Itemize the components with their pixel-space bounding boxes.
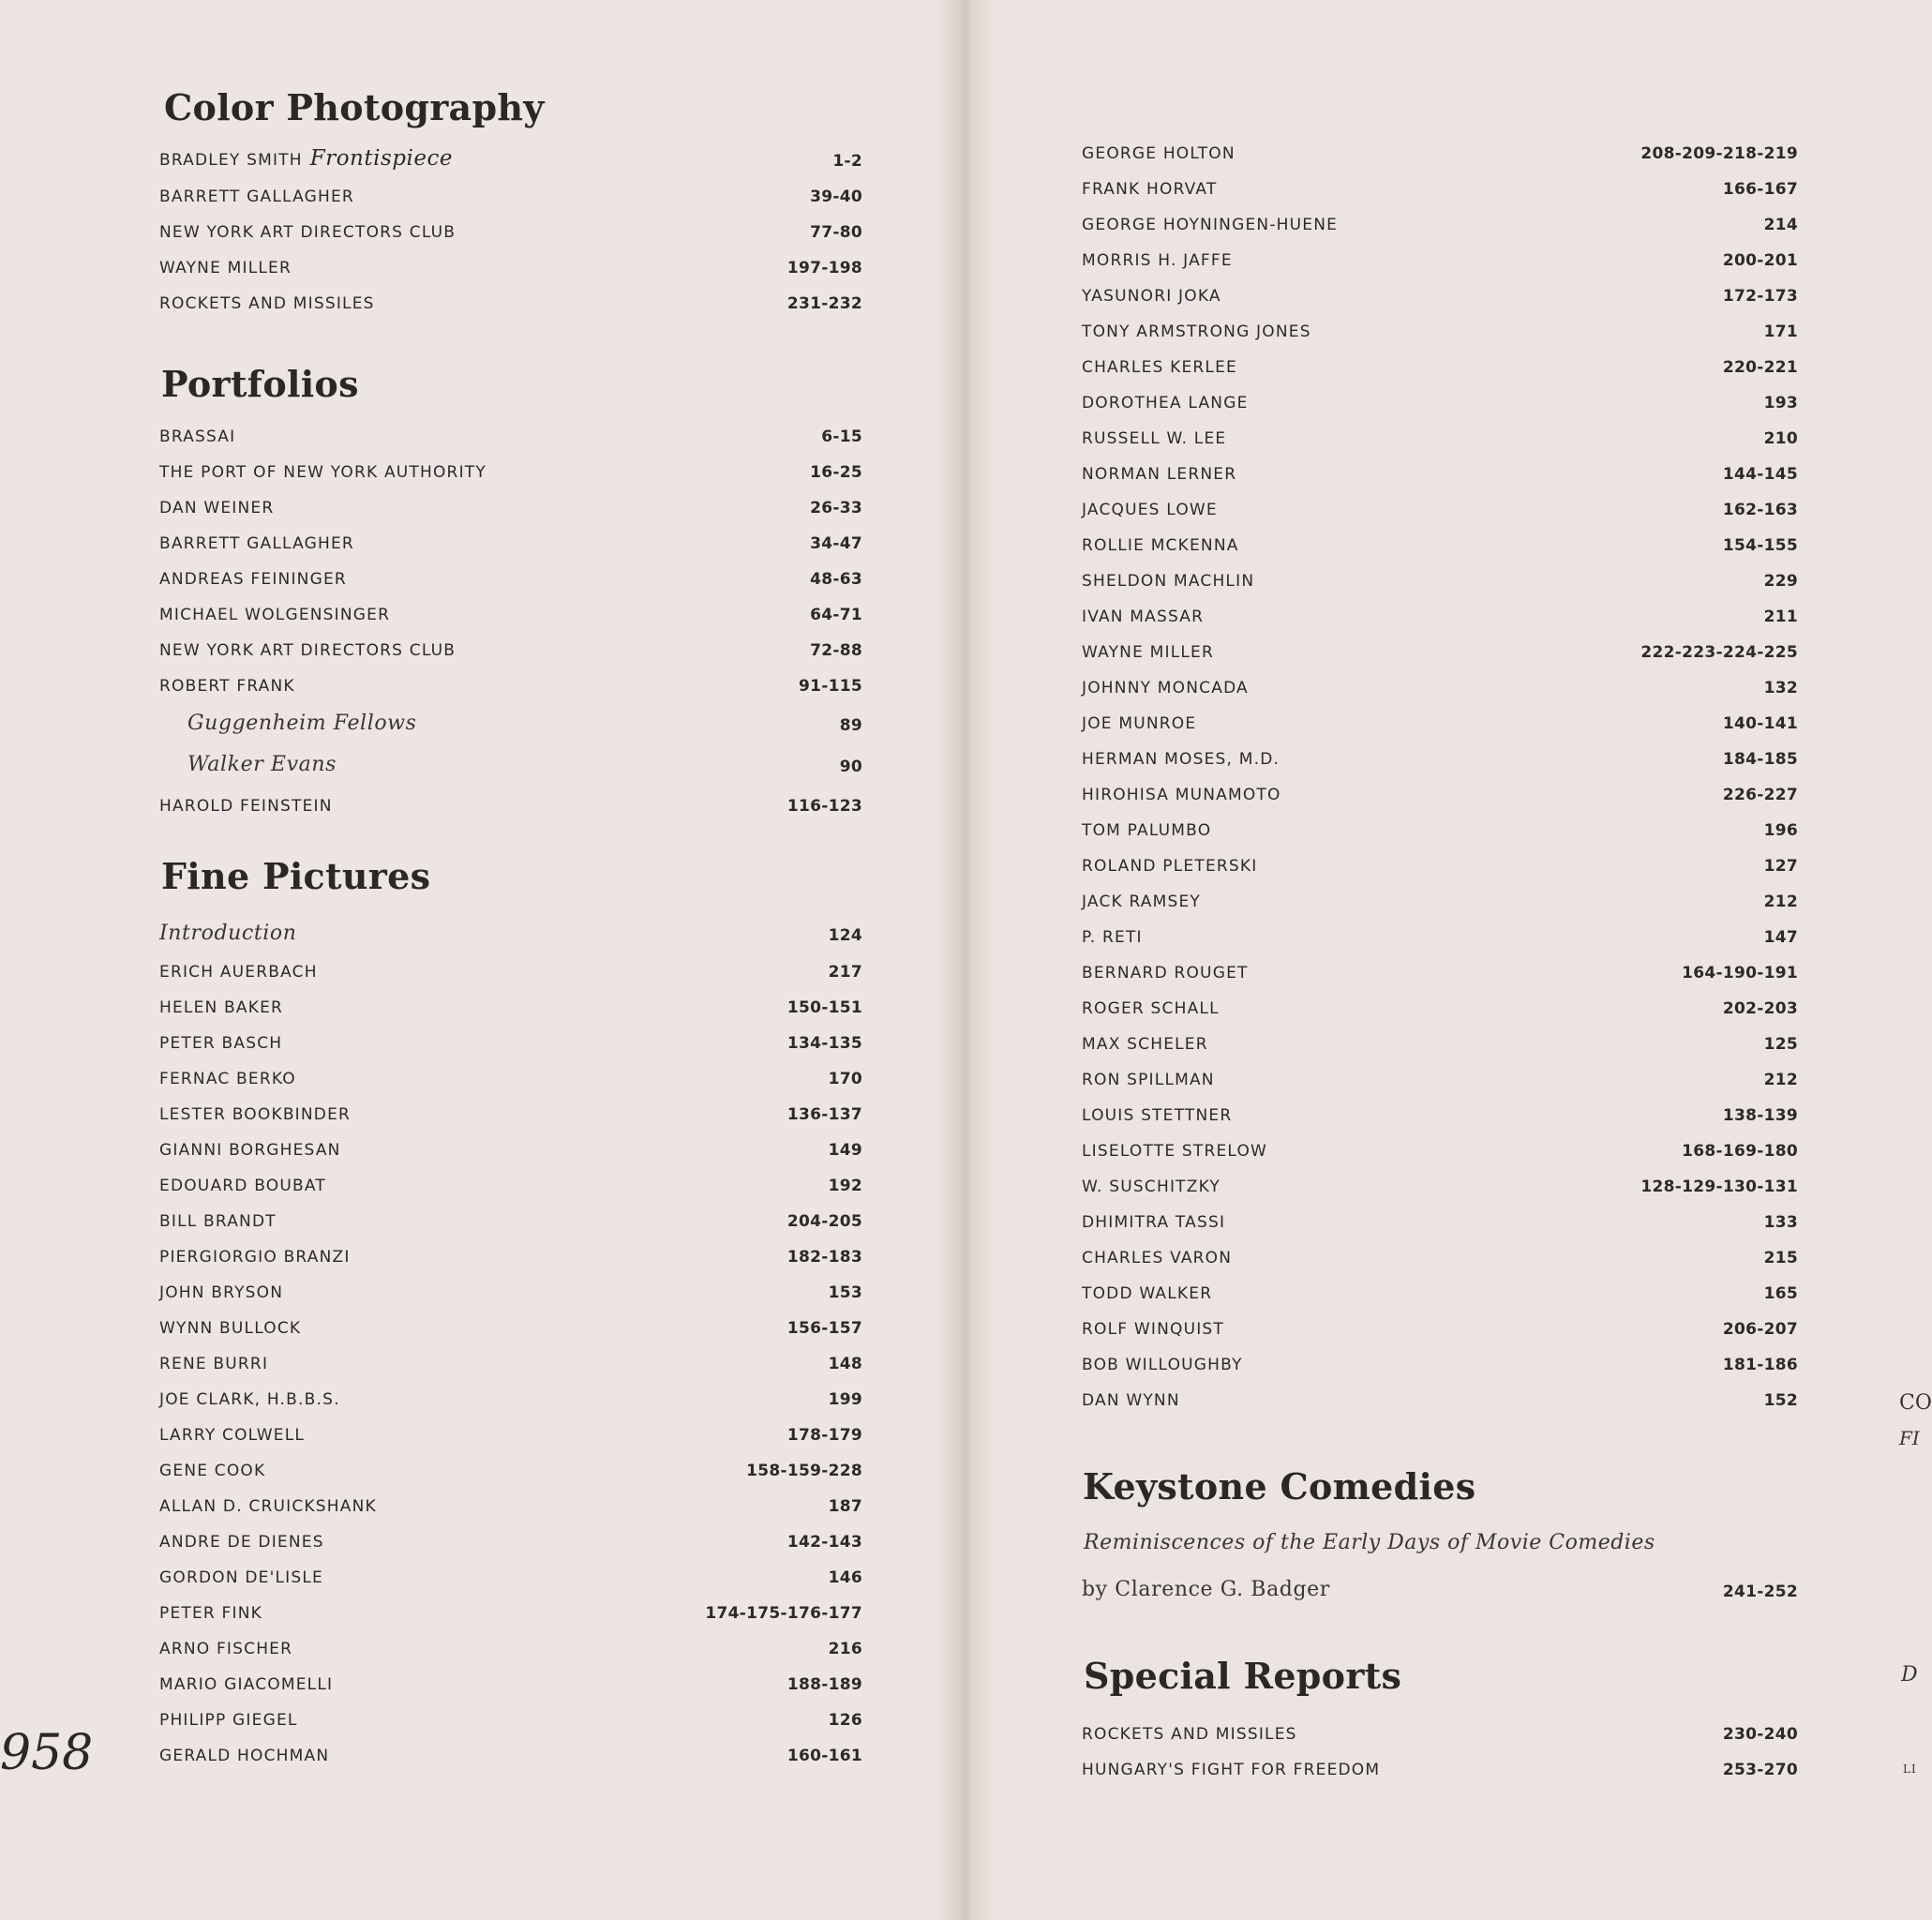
list-item: PETER BASCH 134-135 <box>159 1034 862 1053</box>
list-item: HERMAN MOSES, M.D. 184-185 <box>1082 750 1798 769</box>
list-item: ANDREAS FEININGER 48-63 <box>159 570 862 589</box>
list-item: RENE BURRI 148 <box>159 1355 862 1373</box>
list-item: MICHAEL WOLGENSINGER 64-71 <box>159 606 862 624</box>
list-item: EDOUARD BOUBAT 192 <box>159 1177 862 1195</box>
list-item: FERNAC BERKO 170 <box>159 1070 862 1088</box>
list-item: WAYNE MILLER 197-198 <box>159 259 862 278</box>
list-item: ALLAN D. CRUICKSHANK 187 <box>159 1497 862 1516</box>
list-item: WYNN BULLOCK 156-157 <box>159 1319 862 1338</box>
heading-fine-pictures: Fine Pictures <box>161 855 431 897</box>
heading-portfolios: Portfolios <box>161 363 359 405</box>
list-item: HAROLD FEINSTEIN 116-123 <box>159 797 862 816</box>
list-item: RUSSELL W. LEE 210 <box>1082 429 1798 448</box>
list-item: Walker Evans 90 <box>187 753 862 776</box>
list-item: NORMAN LERNER 144-145 <box>1082 465 1798 484</box>
list-item: Introduction 124 <box>159 922 862 945</box>
list-item: GERALD HOCHMAN 160-161 <box>159 1747 862 1765</box>
heading-keystone-comedies: Keystone Comedies <box>1083 1465 1476 1508</box>
list-item: TODD WALKER 165 <box>1082 1284 1798 1303</box>
edge-fragment: FI <box>1899 1427 1920 1449</box>
list-item: CHARLES KERLEE 220-221 <box>1082 358 1798 377</box>
list-item: LOUIS STETTNER 138-139 <box>1082 1106 1798 1125</box>
list-item: BRADLEY SMITH Frontispiece 1-2 <box>159 146 862 171</box>
list-item: MAX SCHELER 125 <box>1082 1035 1798 1054</box>
list-item: MARIO GIACOMELLI 188-189 <box>159 1675 862 1694</box>
list-item: HIROHISA MUNAMOTO 226-227 <box>1082 786 1798 804</box>
list-item: ROBERT FRANK 91-115 <box>159 677 862 696</box>
list-item: THE PORT OF NEW YORK AUTHORITY 16-25 <box>159 463 862 482</box>
list-item: YASUNORI JOKA 172-173 <box>1082 287 1798 306</box>
list-item: BOB WILLOUGHBY 181-186 <box>1082 1356 1798 1374</box>
list-item: TOM PALUMBO 196 <box>1082 821 1798 840</box>
list-item: LISELOTTE STRELOW 168-169-180 <box>1082 1142 1798 1161</box>
list-item: IVAN MASSAR 211 <box>1082 608 1798 626</box>
edge-fragment: D <box>1901 1663 1918 1687</box>
list-item: SHELDON MACHLIN 229 <box>1082 572 1798 591</box>
list-item: DAN WEINER 26-33 <box>159 499 862 518</box>
list-item: JACK RAMSEY 212 <box>1082 892 1798 911</box>
list-item: JOE MUNROE 140-141 <box>1082 714 1798 733</box>
list-item: NEW YORK ART DIRECTORS CLUB 72-88 <box>159 641 862 660</box>
list-item: DHIMITRA TASSI 133 <box>1082 1213 1798 1232</box>
list-item: BERNARD ROUGET 164-190-191 <box>1082 964 1798 982</box>
list-item: TONY ARMSTRONG JONES 171 <box>1082 322 1798 341</box>
list-item: BARRETT GALLAGHER 39-40 <box>159 188 862 206</box>
list-item: HUNGARY'S FIGHT FOR FREEDOM 253-270 <box>1082 1761 1798 1779</box>
list-item: GORDON DE'LISLE 146 <box>159 1568 862 1587</box>
list-item: LESTER BOOKBINDER 136-137 <box>159 1105 862 1124</box>
edge-fragment: LI <box>1903 1762 1917 1776</box>
list-item: CHARLES VARON 215 <box>1082 1249 1798 1268</box>
list-item: NEW YORK ART DIRECTORS CLUB 77-80 <box>159 223 862 242</box>
list-item: JOHNNY MONCADA 132 <box>1082 679 1798 698</box>
year-fragment: 958 <box>0 1725 94 1781</box>
list-item: JOHN BRYSON 153 <box>159 1283 862 1302</box>
list-item: PHILIPP GIEGEL 126 <box>159 1711 862 1730</box>
list-item: JACQUES LOWE 162-163 <box>1082 501 1798 519</box>
heading-color-photography: Color Photography <box>164 86 545 128</box>
list-item: P. RETI 147 <box>1082 928 1798 947</box>
list-item: W. SUSCHITZKY 128-129-130-131 <box>1082 1178 1798 1196</box>
list-item: PETER FINK 174-175-176-177 <box>159 1604 862 1623</box>
list-item: ROCKETS AND MISSILES 231-232 <box>159 294 862 313</box>
list-item: LARRY COLWELL 178-179 <box>159 1426 862 1445</box>
list-item: ANDRE DE DIENES 142-143 <box>159 1533 862 1552</box>
list-item: JOE CLARK, H.B.B.S. 199 <box>159 1390 862 1409</box>
list-item: HELEN BAKER 150-151 <box>159 998 862 1017</box>
list-item: BRASSAI 6-15 <box>159 428 862 446</box>
list-item: RON SPILLMAN 212 <box>1082 1071 1798 1089</box>
list-item: MORRIS H. JAFFE 200-201 <box>1082 251 1798 270</box>
heading-special-reports: Special Reports <box>1084 1655 1402 1697</box>
list-item: GIANNI BORGHESAN 149 <box>159 1141 862 1160</box>
list-item: ERICH AUERBACH 217 <box>159 963 862 982</box>
list-item: GEORGE HOYNINGEN-HUENE 214 <box>1082 216 1798 234</box>
list-item: ROCKETS AND MISSILES 230-240 <box>1082 1725 1798 1744</box>
list-item: ROLLIE MCKENNA 154-155 <box>1082 536 1798 555</box>
list-item: ROGER SCHALL 202-203 <box>1082 999 1798 1018</box>
list-item: BARRETT GALLAGHER 34-47 <box>159 534 862 553</box>
list-item: BILL BRANDT 204-205 <box>159 1212 862 1231</box>
book-gutter <box>937 0 994 1920</box>
keystone-subtitle: Reminiscences of the Early Days of Movie Comedies <box>1084 1531 1655 1554</box>
list-item: GENE COOK 158-159-228 <box>159 1462 862 1480</box>
list-item: ROLF WINQUIST 206-207 <box>1082 1320 1798 1339</box>
edge-fragment: CO <box>1899 1391 1932 1415</box>
list-item: ARNO FISCHER 216 <box>159 1640 862 1658</box>
list-item: WAYNE MILLER 222-223-224-225 <box>1082 643 1798 662</box>
list-item: DOROTHEA LANGE 193 <box>1082 394 1798 412</box>
list-item: DAN WYNN 152 <box>1082 1391 1798 1410</box>
list-item: GEORGE HOLTON 208-209-218-219 <box>1082 144 1798 163</box>
list-item: by Clarence G. Badger 241-252 <box>1082 1578 1798 1601</box>
list-item: ROLAND PLETERSKI 127 <box>1082 857 1798 876</box>
list-item: PIERGIORGIO BRANZI 182-183 <box>159 1248 862 1267</box>
list-item: FRANK HORVAT 166-167 <box>1082 180 1798 199</box>
list-item: Guggenheim Fellows 89 <box>187 712 862 735</box>
